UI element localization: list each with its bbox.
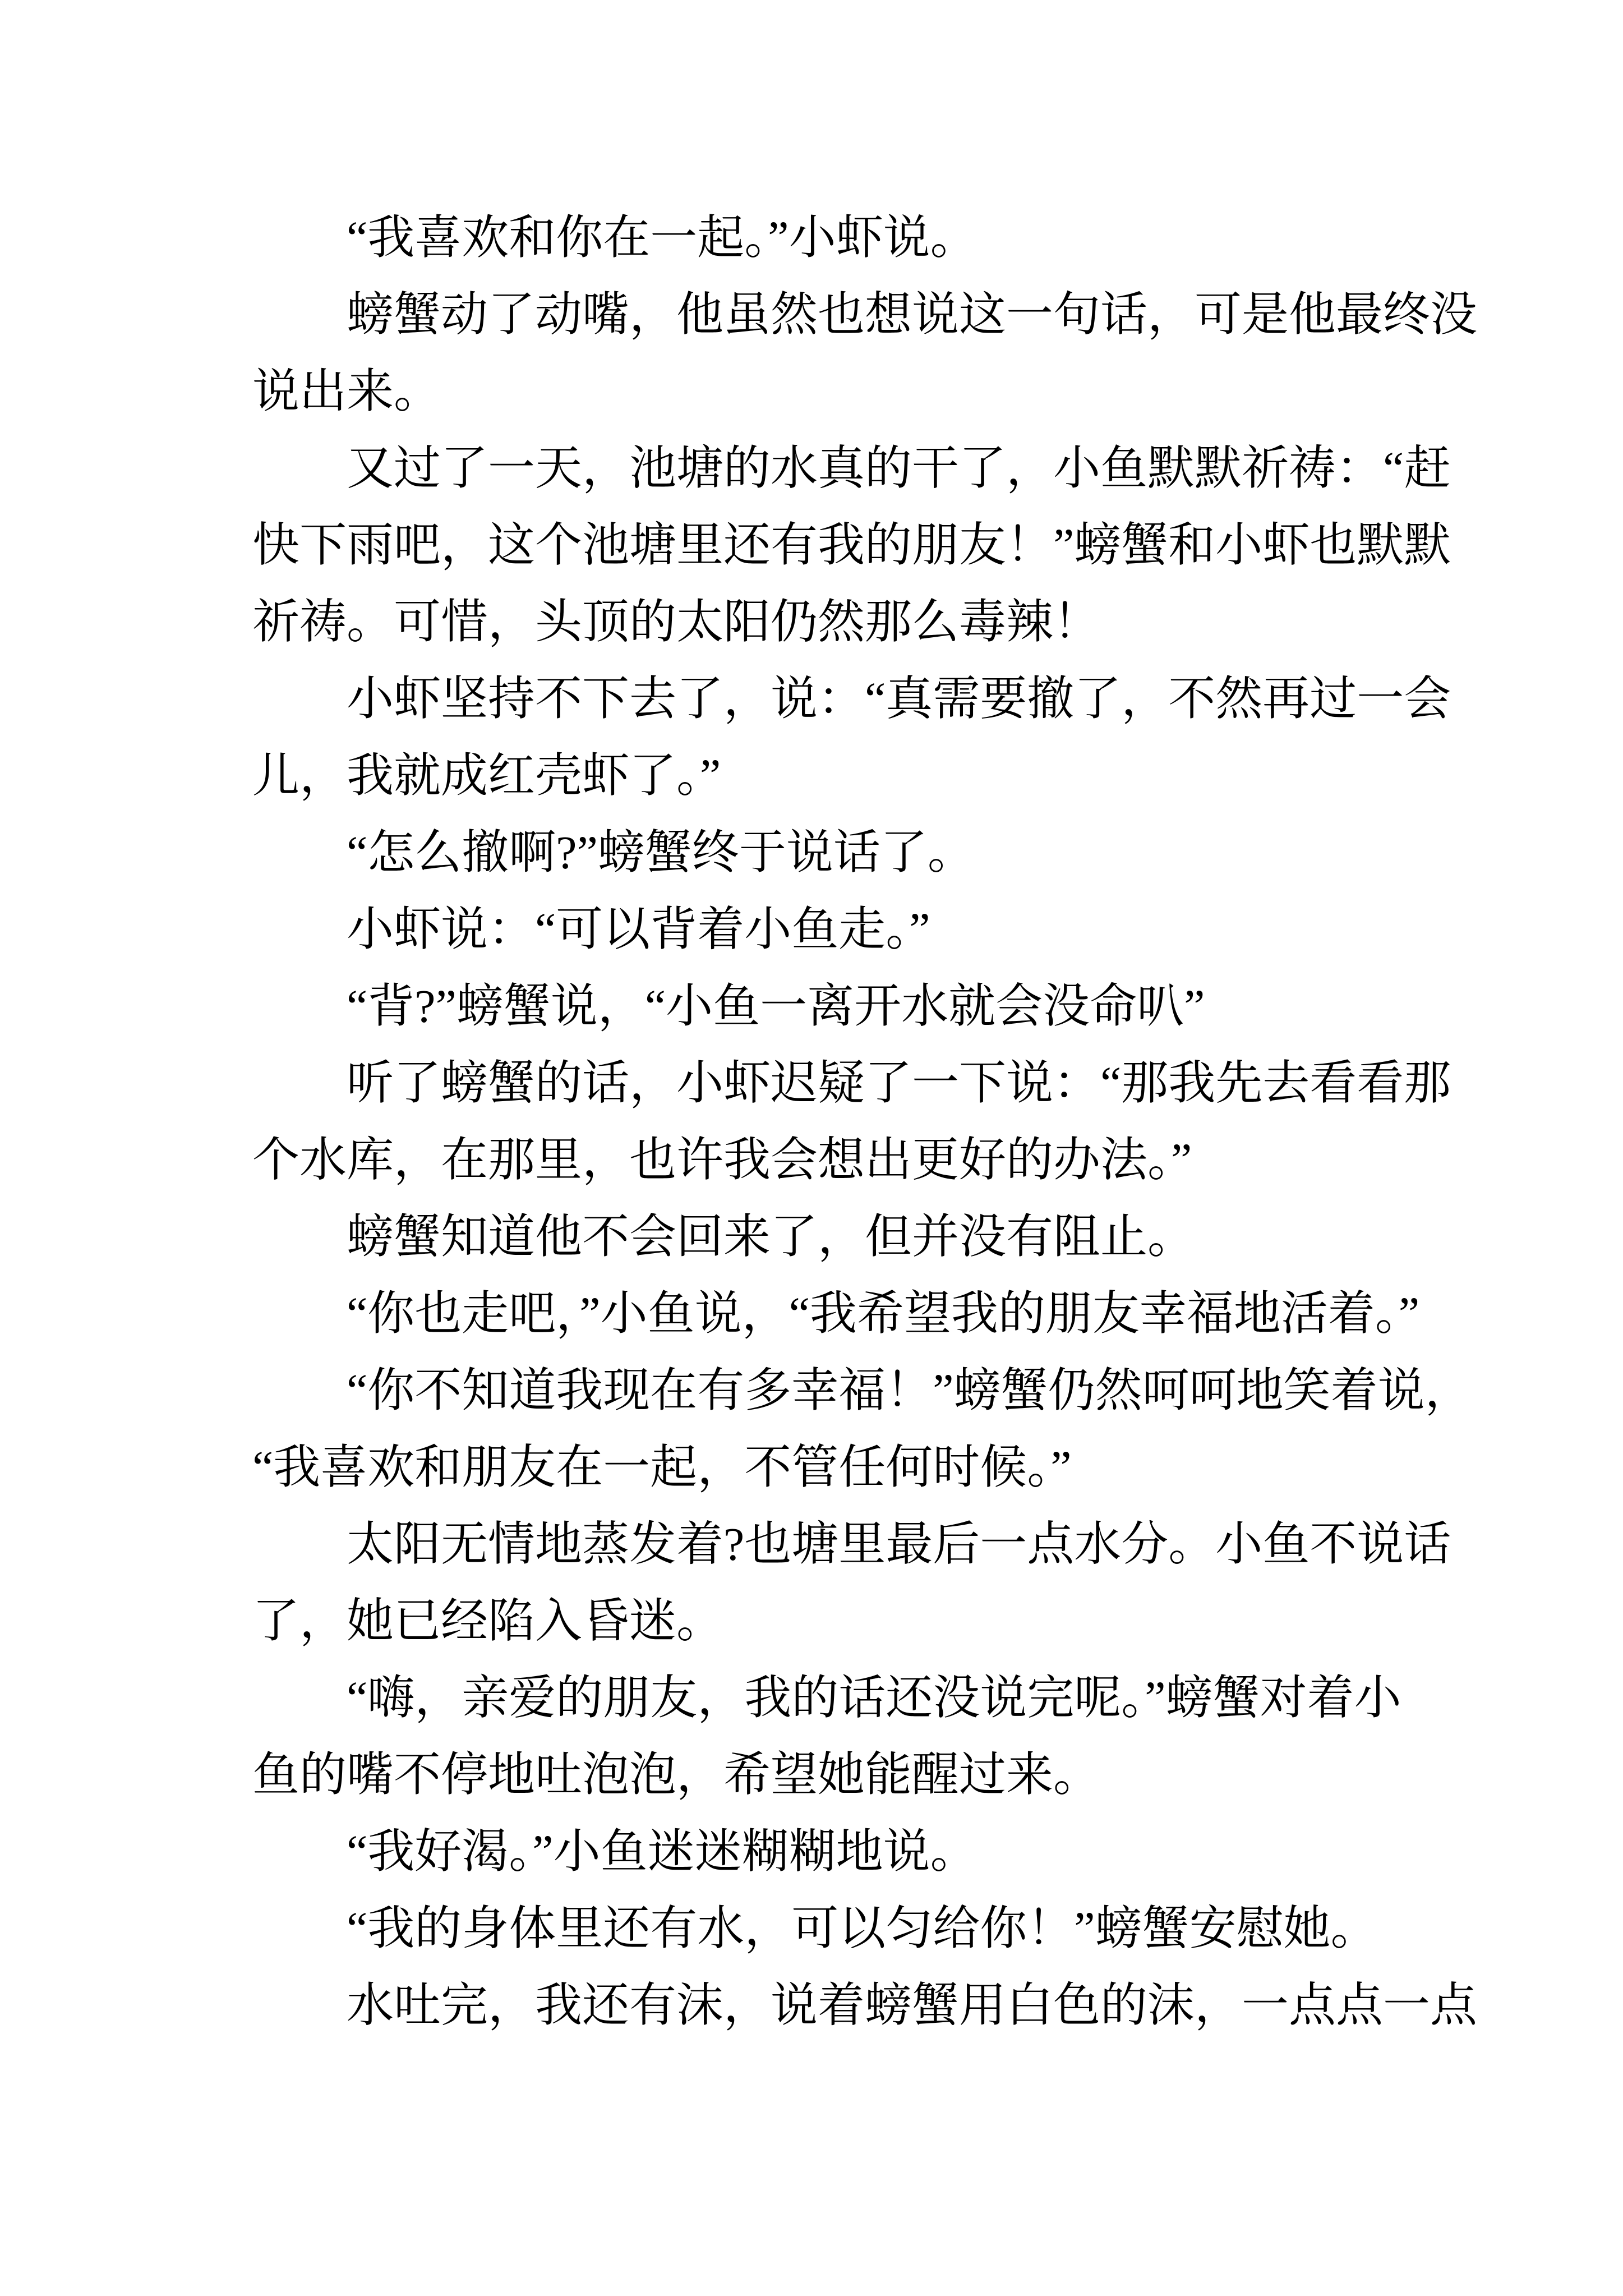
text-line: 个水库，在那里，也许我会想出更好的办法。” — [252, 1134, 1192, 1186]
text-line: 水吐完，我还有沫，说着螃蟹用白色的沫，一点点一点 — [347, 1980, 1478, 2032]
text-line: “怎么撤啊?”螃蟹终于说话了。 — [347, 827, 975, 879]
text-line: 儿，我就成红壳虾了。” — [252, 750, 721, 802]
text-line: “我好渴。”小鱼迷迷糊糊地说。 — [347, 1826, 978, 1878]
text-line: 螃蟹动了动嘴，他虽然也想说这一句话，可是他最终没 — [347, 289, 1478, 341]
text-line: “背?”螃蟹说，“小鱼一离开水就会没命叭” — [347, 981, 1205, 1033]
text-line: 螃蟹知道他不会回来了，但并没有阻止。 — [347, 1211, 1195, 1263]
text-line: “我的身体里还有水，可以匀给你！”螃蟹安慰她。 — [347, 1903, 1378, 1955]
text-line: 小虾说：“可以背着小鱼走。” — [347, 904, 930, 956]
text-line: 听了螃蟹的话，小虾迟疑了一下说：“那我先去看看那 — [347, 1057, 1451, 1110]
text-line: 说出来。 — [252, 366, 441, 418]
text-line: 快下雨吧，这个池塘里还有我的朋友！”螃蟹和小虾也默默 — [252, 519, 1451, 572]
text-line: 小虾坚持不下去了，说：“真需要撤了，不然再过一会 — [347, 673, 1451, 725]
text-line: “你也走吧，”小鱼说，“我希望我的朋友幸福地活着。” — [347, 1288, 1420, 1340]
story-text-block — [252, 200, 1478, 2044]
text-line: “我喜欢和你在一起。”小虾说。 — [347, 212, 978, 264]
text-line: 祈祷。可惜，头顶的太阳仍然那么毒辣！ — [252, 596, 1101, 648]
text-line: 鱼的嘴不停地吐泡泡，希望她能醒过来。 — [252, 1749, 1101, 1801]
text-line: “你不知道我现在有多幸福！”螃蟹仍然呵呵地笑着说， — [347, 1365, 1472, 1417]
text-line: 了，她已经陷入昏迷。 — [252, 1595, 724, 1648]
text-line: 又过了一天，池塘的水真的干了，小鱼默默祈祷：“赶 — [347, 443, 1451, 495]
text-line: 太阳无情地蒸发着?也塘里最后一点水分。小鱼不说话 — [347, 1519, 1451, 1571]
text-line: “嗨，亲爱的朋友，我的话还没说完呢。”螃蟹对着小 — [347, 1672, 1401, 1724]
text-line: “我喜欢和朋友在一起，不管任何时候。” — [252, 1442, 1072, 1494]
